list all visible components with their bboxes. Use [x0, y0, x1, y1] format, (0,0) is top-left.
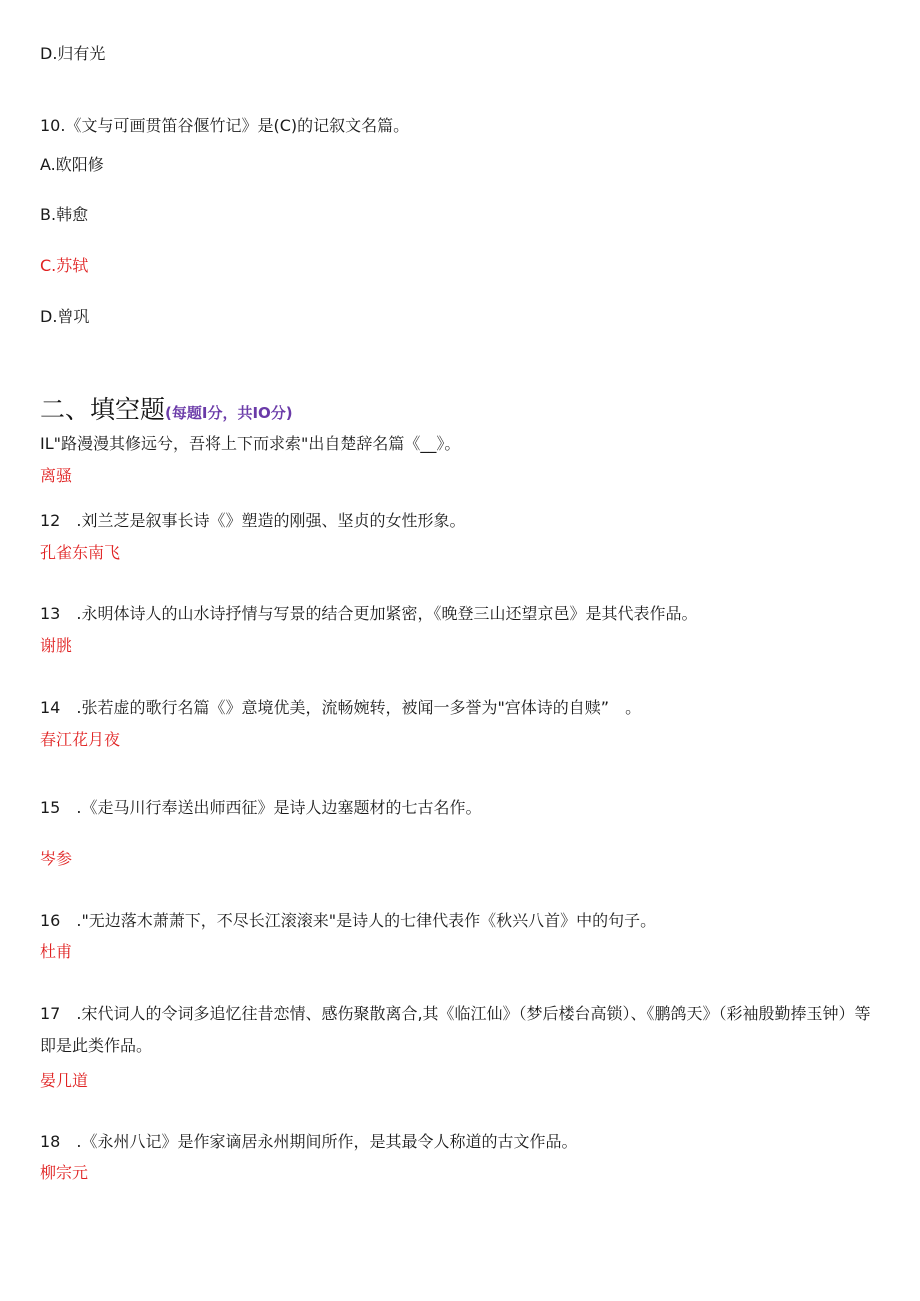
question-11: IL"路漫漫其修远兮，吾将上下而求索"出自楚辞名篇《__》。: [40, 434, 461, 453]
section-note: (每题I分，共IO分): [165, 404, 293, 422]
question-17: 17 .宋代词人的令词多追忆往昔恋情、感伤聚散离合,其《临江仙》（梦后楼台高锁）、《鹏鸽天》（彩袖殷勤捧玉钟）等即是此类作品。: [40, 1004, 871, 1055]
question-14: 14 .张若虚的歌行名篇《》意境优美，流畅婉转，被闻一多誉为"宫体诗的自赎” 。: [40, 698, 642, 717]
q10-option-a: A.欧阳修: [40, 155, 104, 174]
section-heading: [40, 390, 293, 426]
question-18: 18 .《永州八记》是作家谪居永州期间所作，是其最令人称道的古文作品。: [40, 1132, 578, 1151]
q10-option-d: D.曾巩: [40, 307, 90, 326]
q10-option-b: B.韩愈: [40, 205, 89, 224]
section-title: 二、填空题: [40, 395, 166, 424]
question-10-stem: 10.《文与可画贯笛谷偃竹记》是(C)的记叙文名篇。: [40, 116, 410, 135]
answer-17: 晏几道: [40, 1071, 89, 1090]
answer-18: 柳宗元: [40, 1163, 89, 1182]
question-15: 15 .《走马川行奉送出师西征》是诗人边塞题材的七古名作。: [40, 798, 482, 817]
answer-12: 孔雀东南飞: [40, 543, 121, 562]
question-16: 16 ."无边落木萧萧下，不尽长江滚滚来"是诗人的七律代表作《秋兴八首》中的句子。: [40, 911, 657, 930]
answer-13: 谢朓: [40, 636, 73, 655]
q10-option-c-answer: C.苏轼: [40, 256, 89, 275]
option-d-prev: D.归有光: [40, 44, 106, 63]
answer-15: 岑参: [40, 849, 73, 868]
answer-14: 春江花月夜: [40, 730, 121, 749]
question-12: 12 .刘兰芝是叙事长诗《》塑造的刚强、坚贞的女性形象。: [40, 511, 466, 530]
answer-11: 离骚: [40, 466, 73, 485]
question-13: 13 .永明体诗人的山水诗抒情与写景的结合更加紧密，《晚登三山还望京邑》是其代表作品。: [40, 604, 698, 623]
answer-16: 杜甫: [40, 942, 73, 961]
